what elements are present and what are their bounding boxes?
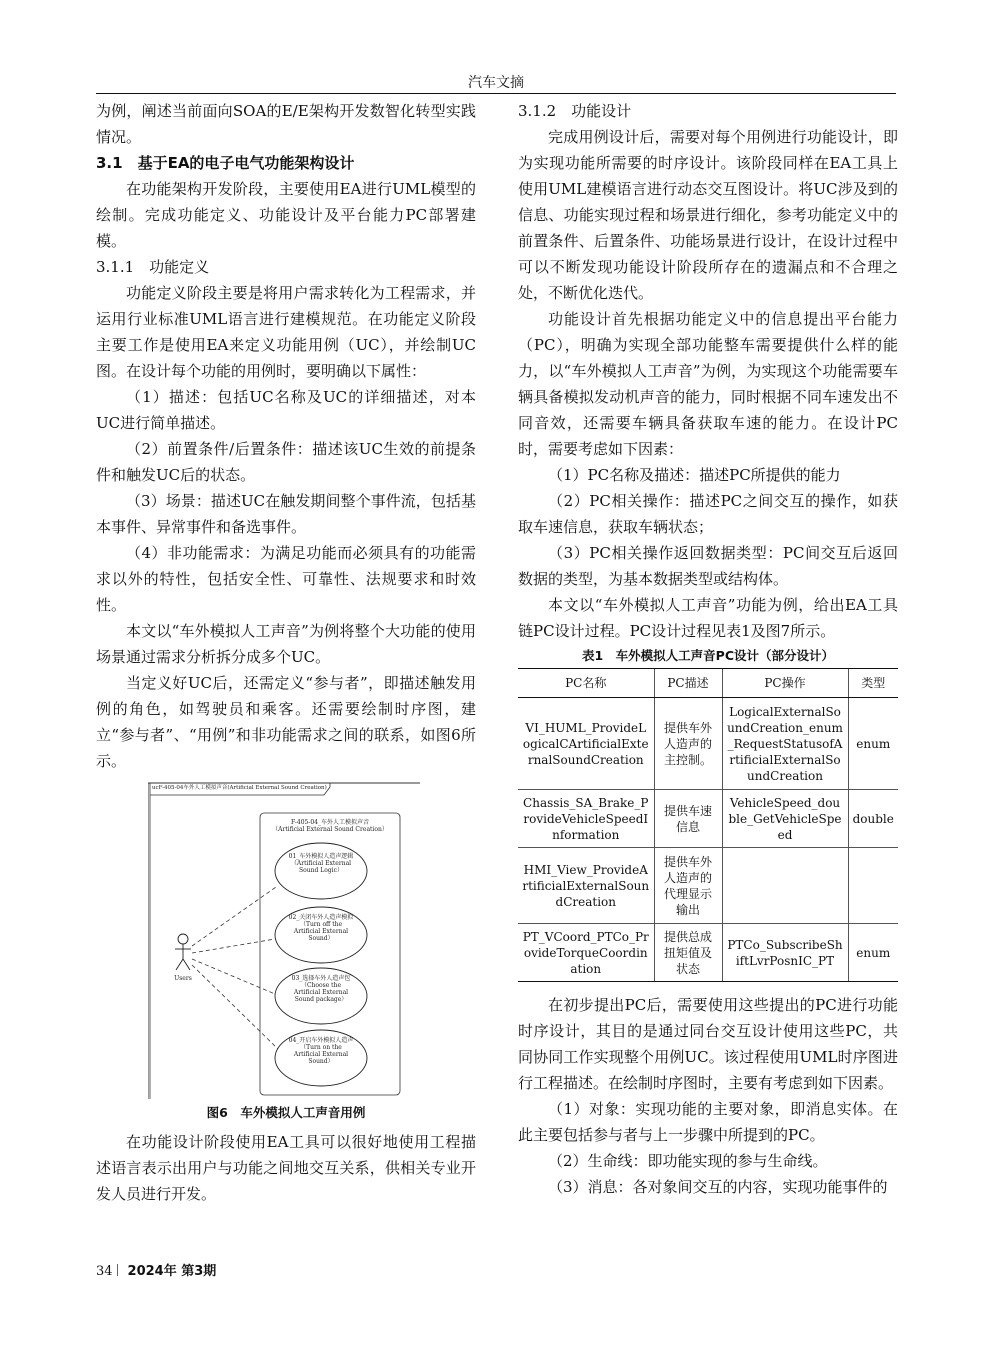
table-header-cell: PC名称 xyxy=(518,669,654,698)
table-header-cell: PC操作 xyxy=(722,669,848,698)
section-3-1-paragraph: 在功能架构开发阶段，主要使用EA进行UML模型的绘制。完成功能定义、功能设计及平台能力PC部署建模。 xyxy=(96,180,476,250)
pc-description-cell: 提供车外人造声的主控制。 xyxy=(654,698,722,790)
pc-name-cell: HMI_View_ProvideArtificialExternalSoundCreation xyxy=(518,848,654,924)
section-heading-3-1-1: 3.1.1 功能定义 xyxy=(96,258,210,276)
ea-tool-paragraph: 在功能设计阶段使用EA工具可以很好地使用工程描述语言表示出用户与功能之间地交互关系，供相关专业开发人员进行开发。 xyxy=(96,1133,476,1203)
pc-operation-cell: VehicleSpeed_double_GetVehicleSpeed xyxy=(722,790,848,848)
table-header-row xyxy=(518,669,898,698)
table-row xyxy=(518,924,898,982)
pc-design-table xyxy=(518,668,898,982)
pc-name-cell: Chassis_SA_Brake_ProvideVehicleSpeedInformation xyxy=(518,790,654,848)
use-case-split-paragraph: 本文以“车外模拟人工声音”为例将整个大功能的使用场景通过需求分析拆分成多个UC。 xyxy=(96,622,476,666)
attribute-item-3: （3）场景：描述UC在触发期间整个事件流，包括基本事件、异常事件和备选事件。 xyxy=(96,492,476,536)
pc-operation-cell: LogicalExternalSoundCreation_enum_RequestStatusofArtificialExternalSoundCreation xyxy=(722,698,848,790)
pc-type-cell xyxy=(848,848,898,924)
table-row xyxy=(518,698,898,790)
table-row xyxy=(518,848,898,924)
actor-label: Users xyxy=(174,975,192,982)
page-footer xyxy=(96,1260,216,1279)
table-1-caption: 表1 车外模拟人工声音PC设计（部分设计） xyxy=(581,648,835,663)
pc-description-cell: 提供车速信息 xyxy=(654,790,722,848)
issue-label: 2024年 第3期 xyxy=(127,1264,217,1279)
association-lines xyxy=(192,887,278,1049)
section-heading-3-1-2: 3.1.2 功能设计 xyxy=(518,102,632,120)
pc-operation-cell xyxy=(722,848,848,924)
right-column xyxy=(518,98,898,1200)
sequence-factor-2: （2）生命线：即功能实现的参与生命线。 xyxy=(548,1152,828,1170)
left-column xyxy=(96,98,476,1207)
pc-name-cell: VI_HUML_ProvideLogicalCArtificialExternalSoundCreation xyxy=(518,698,654,790)
sequence-factor-3: （3）消息：各对象间交互的内容，实现功能事件的 xyxy=(548,1178,888,1196)
pc-name-cell: PT_VCoord_PTCo_ProvideTorqueCoordination xyxy=(518,924,654,982)
use-case-diagram xyxy=(148,781,420,1099)
attribute-item-1: （1）描述：包括UC名称及UC的详细描述，对本UC进行简单描述。 xyxy=(96,388,476,432)
actor-figure xyxy=(175,934,191,970)
attribute-item-2: （2）前置条件/后置条件：描述该UC生效的前提条件和触发UC后的状态。 xyxy=(96,440,476,484)
table-header-cell: 类型 xyxy=(848,669,898,698)
usecase-label-3: 03_选择车外人造声包 （Choose the Artificial External Sound package） xyxy=(291,975,351,1003)
section-heading-3-1: 3.1 基于EA的电子电气功能架构设计 xyxy=(96,154,355,172)
pc-description-cell: 提供总成扭矩值及状态 xyxy=(654,924,722,982)
intro-paragraph: 为例，阐述当前面向SOA的E/E架构开发数智化转型实践情况。 xyxy=(96,102,476,146)
diagram-frame-title: ucF-405-04车外人工模拟声音(Artificial External Sound Creation) xyxy=(152,785,327,791)
pc-type-cell: enum xyxy=(848,698,898,790)
attribute-item-4: （4）非功能需求：为满足功能而必须具有的功能需求以外的特性，包括安全性、可靠性、法规要求和时效性。 xyxy=(96,544,476,614)
sequence-factor-1: （1）对象：实现功能的主要对象，即消息实体。在此主要包括参与者与上一步骤中所提到的PC。 xyxy=(518,1100,898,1144)
pc-description-cell: 提供车外人造声的代理显示输出 xyxy=(654,848,722,924)
pc-factor-2: （2）PC相关操作：描述PC之间交互的操作，如获取车速信息，获取车辆状态； xyxy=(518,492,898,536)
pc-type-cell: enum xyxy=(848,924,898,982)
usecase-label-1: 01_车外模拟人造声逻辑 （Artificial External Sound Logic） xyxy=(288,853,354,874)
footer-separator xyxy=(117,1264,118,1276)
sequence-design-paragraph: 在初步提出PC后，需要使用这些提出的PC进行功能时序设计，其目的是通过同台交互设计使用这些PC，共同协同工作实现整个用例UC。该过程使用UML时序图进行工程描述。在绘制时序图时，主要有考虑到如下因素。 xyxy=(518,996,898,1092)
table-row xyxy=(518,790,898,848)
function-design-paragraph-1: 完成用例设计后，需要对每个用例进行功能设计，即为实现功能所需要的时序设计。该阶段同样在EA工具上使用UML建模语言进行动态交互图设计。将UC涉及到的信息、功能实现过程和场景进行细化，参考功能定义中的前置条件、后置条件、功能场景进行设计，在设计过程中可以不断发现功能设计阶段所存在的遗漏点和不合理之处，不断优化迭代。 xyxy=(518,128,898,302)
function-design-paragraph-2: 功能设计首先根据功能定义中的信息提出平台能力（PC），明确为实现全部功能整车需要提供什么样的能力，以“车外模拟人工声音”为例，为实现这个功能需要车辆具备模拟发动机声音的能力，同时根据不同车速发出不同音效，还需要车辆具备获取车速的能力。在设计PC时，需要考虑如下因素： xyxy=(518,310,898,458)
pc-factor-1: （1）PC名称及描述：描述PC所提供的能力 xyxy=(548,466,841,484)
table-intro-paragraph: 本文以“车外模拟人工声音”功能为例，给出EA工具链PC设计过程。PC设计过程见表1及图7所示。 xyxy=(518,596,898,640)
usecase-label-2: 02_关闭车外人造声模拟 （Turn off the Artificial External Sound） xyxy=(288,914,354,942)
actor-paragraph: 当定义好UC后，还需定义“参与者”，即描述触发用例的角色，如驾驶员和乘客。还需要绘制时序图，建立“参与者”、“用例”和非功能需求之间的联系，如图6所示。 xyxy=(96,674,476,770)
pc-type-cell: double xyxy=(848,790,898,848)
function-definition-paragraph: 功能定义阶段主要是将用户需求转化为工程需求，并运用行业标准UML语言进行建模规范。在功能定义阶段主要工作是使用EA来定义功能用例（UC），并绘制UC图。在设计每个功能的用例时，要明确以下属性： xyxy=(96,284,476,380)
figure-6-caption: 图6 车外模拟人工声音用例 xyxy=(206,1105,366,1120)
pc-factor-3: （3）PC相关操作返回数据类型：PC间交互后返回数据的类型，为基本数据类型或结构体。 xyxy=(518,544,898,588)
journal-header: 汽车文摘 xyxy=(468,75,524,91)
system-boundary-title: F-405-04_车外人工模拟声音 （Artificial External Sound Creation） xyxy=(272,819,388,833)
pc-operation-cell: PTCo_SubscribeShiftLvrPosnIC_PT xyxy=(722,924,848,982)
page-number: 34 xyxy=(96,1264,113,1279)
header-rule xyxy=(96,93,896,94)
usecase-label-4: 04_开启车外模拟人造声 （Turn on the Artificial External Sound） xyxy=(288,1037,354,1065)
table-header-cell: PC描述 xyxy=(654,669,722,698)
